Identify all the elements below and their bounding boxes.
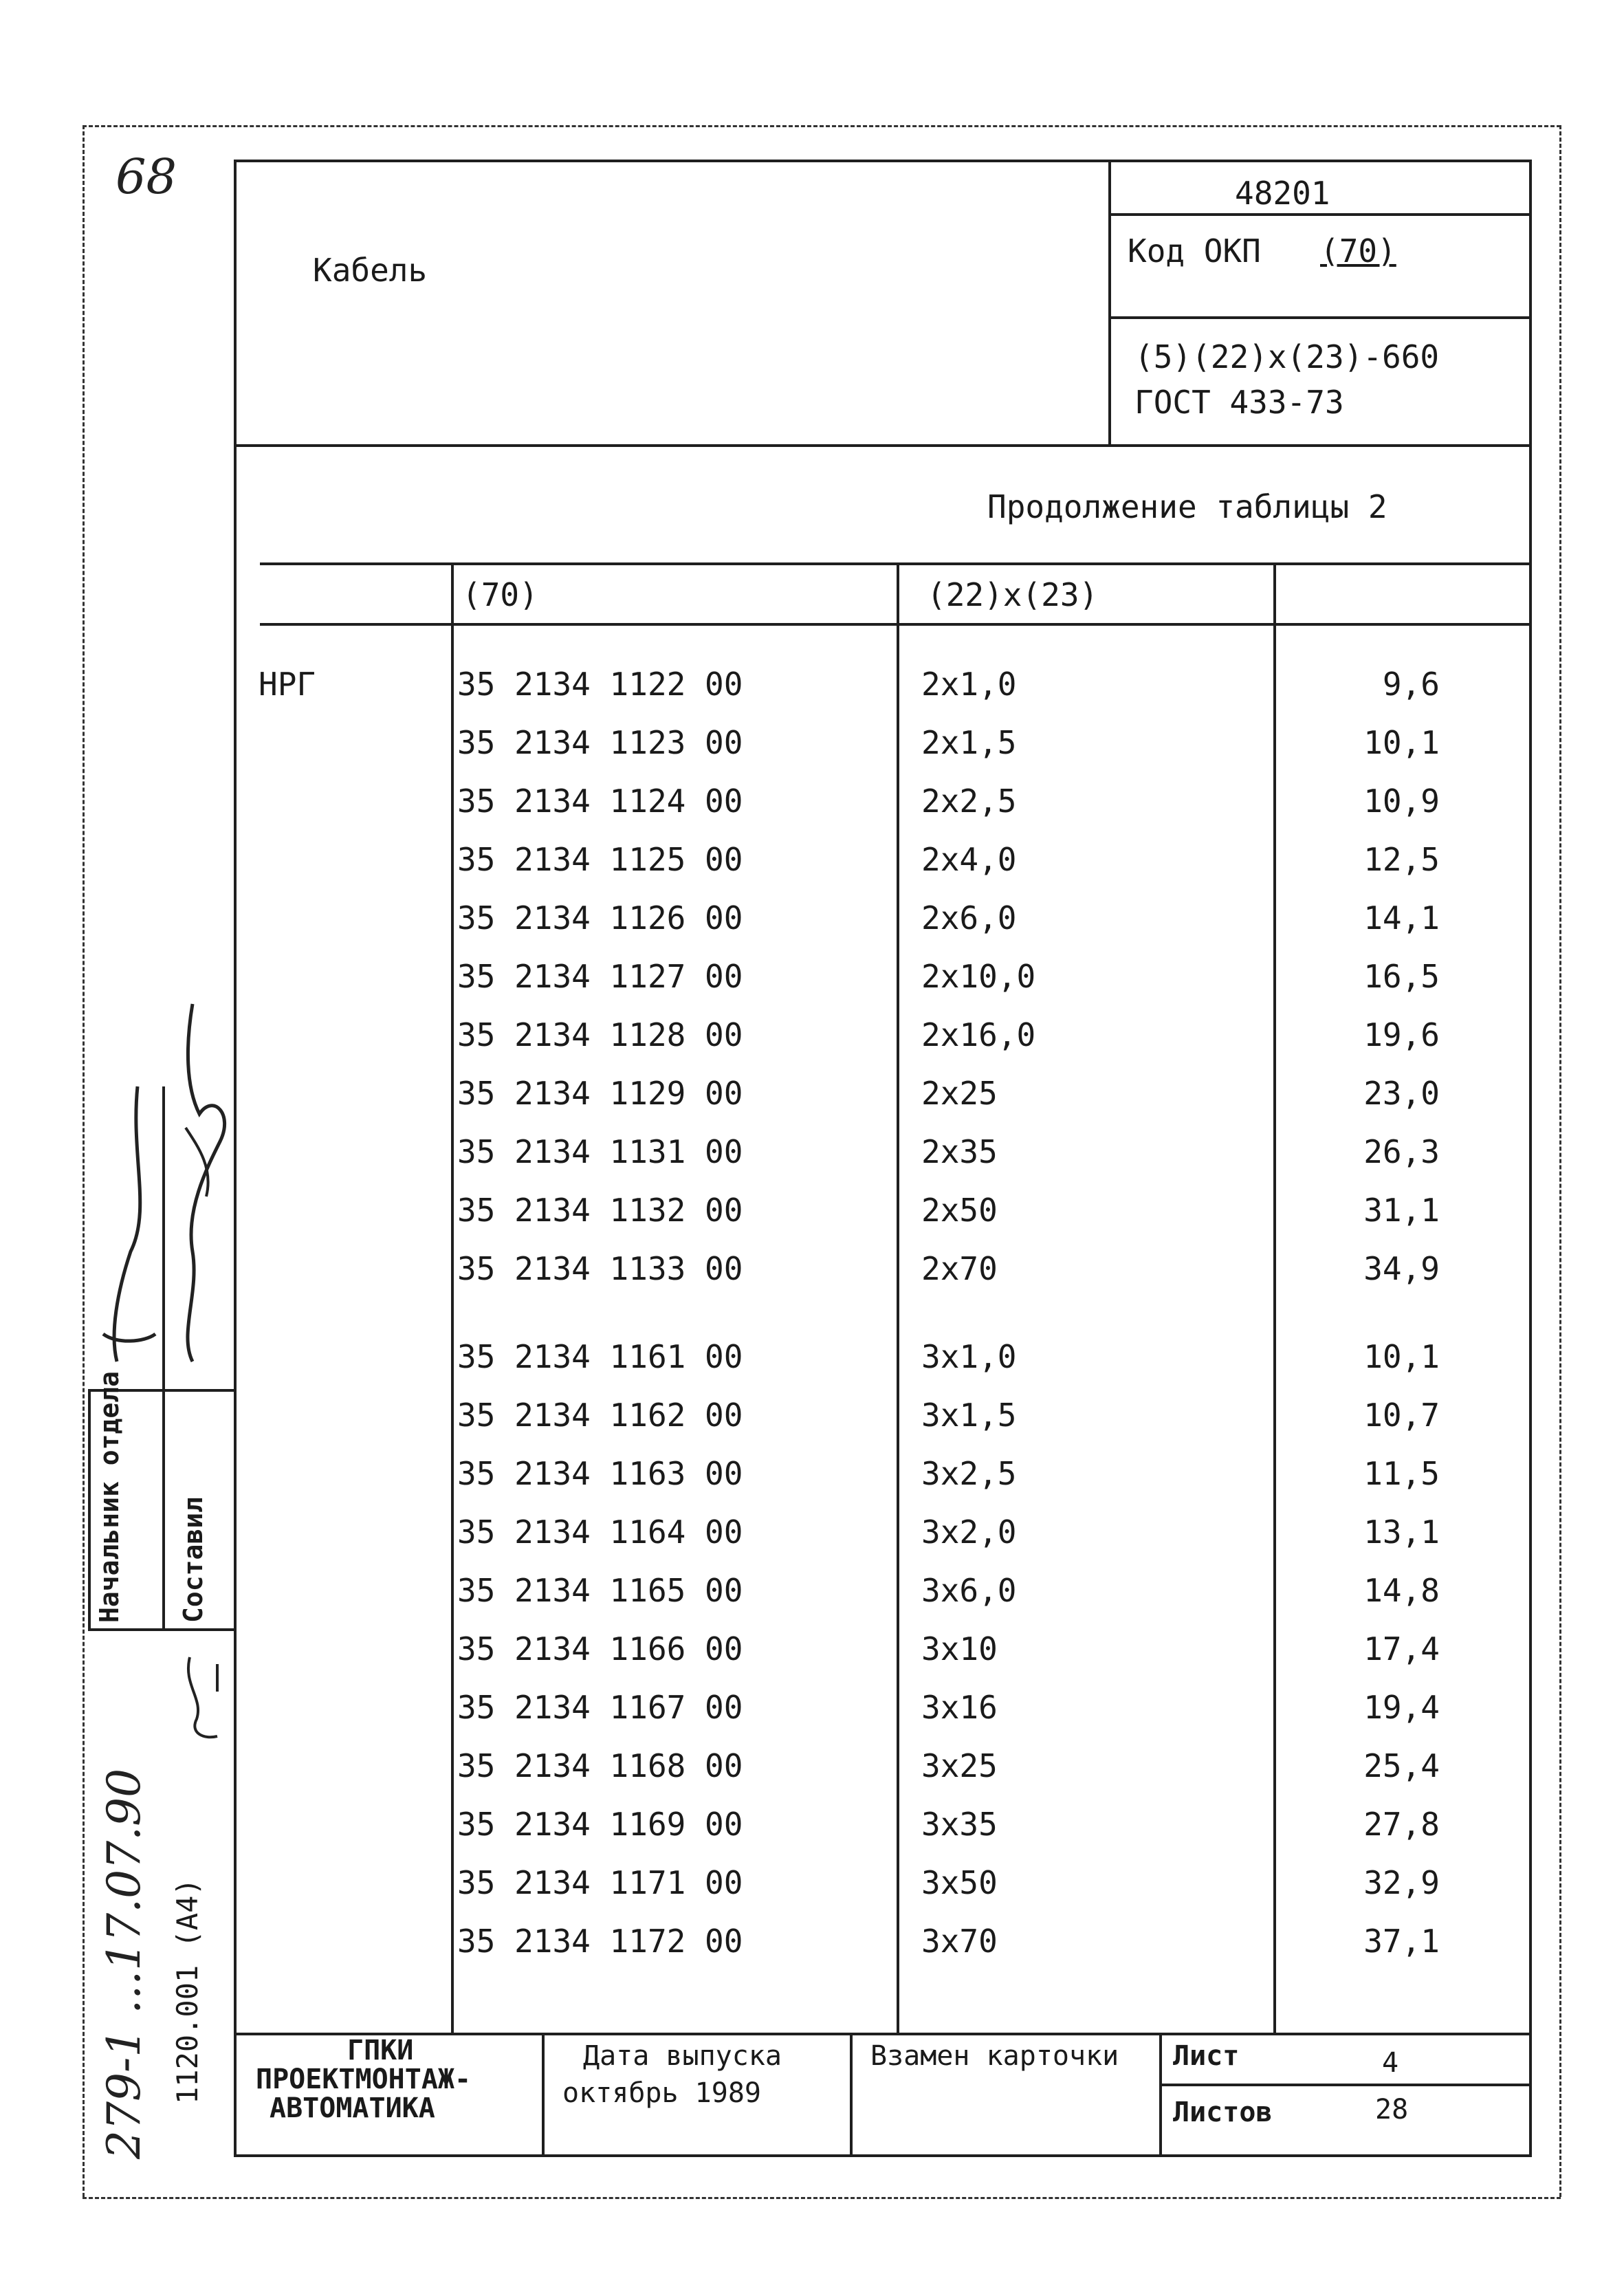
product-name: Кабель	[313, 252, 428, 289]
stamp-head-label: Начальник отдела	[94, 1370, 124, 1623]
table-row: 35 2134 1133 00 2x70 34,9	[457, 1250, 1440, 1287]
signature-author	[165, 990, 248, 1375]
header-bottom-border	[234, 444, 1532, 447]
table-row: 35 2134 1168 00 3x25 25,4	[457, 1747, 1440, 1784]
okp-ref: (70)	[1320, 232, 1396, 270]
table-row: 35 2134 1169 00 3x35 27,8	[457, 1806, 1440, 1843]
form-top-border	[234, 160, 1532, 162]
page-frame-top	[83, 125, 1561, 127]
column-header-code: (70)	[462, 576, 538, 613]
okp-code: 48201	[1235, 175, 1330, 212]
group-label: НРГ	[259, 666, 316, 703]
footer-org-line-3: АВТОМАТИКА	[270, 2092, 435, 2124]
footer-issue-date: октябрь 1989	[562, 2077, 761, 2109]
table-row: 35 2134 1167 00 3x16 19,4	[457, 1689, 1440, 1726]
signature-registration	[176, 1650, 231, 1747]
okp-label: Код ОКП	[1128, 232, 1261, 270]
table-row: 35 2134 1164 00 3x2,0 13,1	[457, 1513, 1440, 1551]
table-row: 35 2134 1124 00 2x2,5 10,9	[457, 783, 1440, 820]
column-header-size: (22)x(23)	[927, 576, 1099, 613]
table-row: 35 2134 1163 00 3x2,5 11,5	[457, 1455, 1440, 1492]
okp-line-1	[1108, 213, 1532, 216]
table-row: 35 2134 1132 00 2x50 31,1	[457, 1192, 1440, 1229]
footer-replaces-label: Взамен карточки	[870, 2040, 1119, 2072]
table-row: 35 2134 1165 00 3x6,0 14,8	[457, 1572, 1440, 1609]
table-row: 35 2134 1166 00 3x10 17,4	[457, 1630, 1440, 1668]
footer-org-line-1: ГПКИ	[347, 2035, 414, 2066]
page-frame-bottom	[83, 2197, 1561, 2199]
footer-sheet-label: Лист	[1173, 2040, 1240, 2072]
table-caption: Продолжение таблицы 2	[987, 488, 1387, 525]
footer-org-line-2: ПРОЕКТМОНТАЖ-	[256, 2064, 472, 2095]
table-row: 35 2134 1171 00 3x50 32,9	[457, 1864, 1440, 1901]
table-row: 35 2134 1162 00 3x1,5 10,7	[457, 1397, 1440, 1434]
stamp-author-label: Составил	[178, 1496, 208, 1623]
stamp-left-border	[88, 1389, 91, 1630]
form-bottom-border	[234, 2154, 1532, 2157]
table-row: 35 2134 1172 00 3x70 37,1	[457, 1923, 1440, 1960]
designation-line-2: ГОСТ 433-73	[1134, 384, 1344, 421]
footer-divider-1	[542, 2033, 545, 2154]
footer-divider-3	[1159, 2033, 1162, 2154]
stamp-bottom-line	[88, 1628, 234, 1631]
table-row: 35 2134 1125 00 2x4,0 12,5	[457, 841, 1440, 878]
table-row: 35 2134 1122 00 2x1,0 9,6	[457, 666, 1440, 703]
table-row: 35 2134 1129 00 2x25 23,0	[457, 1075, 1440, 1112]
stamp-registration: 279-1 ...17.07.90	[98, 1768, 151, 2159]
table-row: 35 2134 1128 00 2x16,0 19,6	[457, 1016, 1440, 1053]
header-divider	[1108, 160, 1111, 444]
table-row: 35 2134 1123 00 2x1,5 10,1	[457, 724, 1440, 761]
table-row: 35 2134 1126 00 2x6,0 14,1	[457, 899, 1440, 937]
designation-line-1: (5)(22)x(23)-660	[1134, 338, 1440, 375]
handwritten-page-number: 68	[116, 149, 177, 205]
footer-sheets-label: Листов	[1173, 2097, 1273, 2128]
table-row: 35 2134 1161 00 3x1,0 10,1	[457, 1338, 1440, 1375]
footer-top-border	[234, 2033, 1532, 2035]
okp-line-2	[1108, 316, 1532, 319]
footer-sheet-divider	[1159, 2084, 1532, 2086]
table-row: 35 2134 1131 00 2x35 26,3	[457, 1133, 1440, 1170]
footer-sheet-value: 4	[1382, 2047, 1399, 2079]
signature-head	[89, 1073, 165, 1375]
footer-issue-label: Дата выпуска	[583, 2040, 782, 2072]
footer-divider-2	[850, 2033, 853, 2154]
table-row: 35 2134 1127 00 2x10,0 16,5	[457, 958, 1440, 995]
stamp-doc-number: 1120.001 (A4)	[171, 1878, 204, 2104]
footer-sheets-value: 28	[1375, 2094, 1409, 2125]
